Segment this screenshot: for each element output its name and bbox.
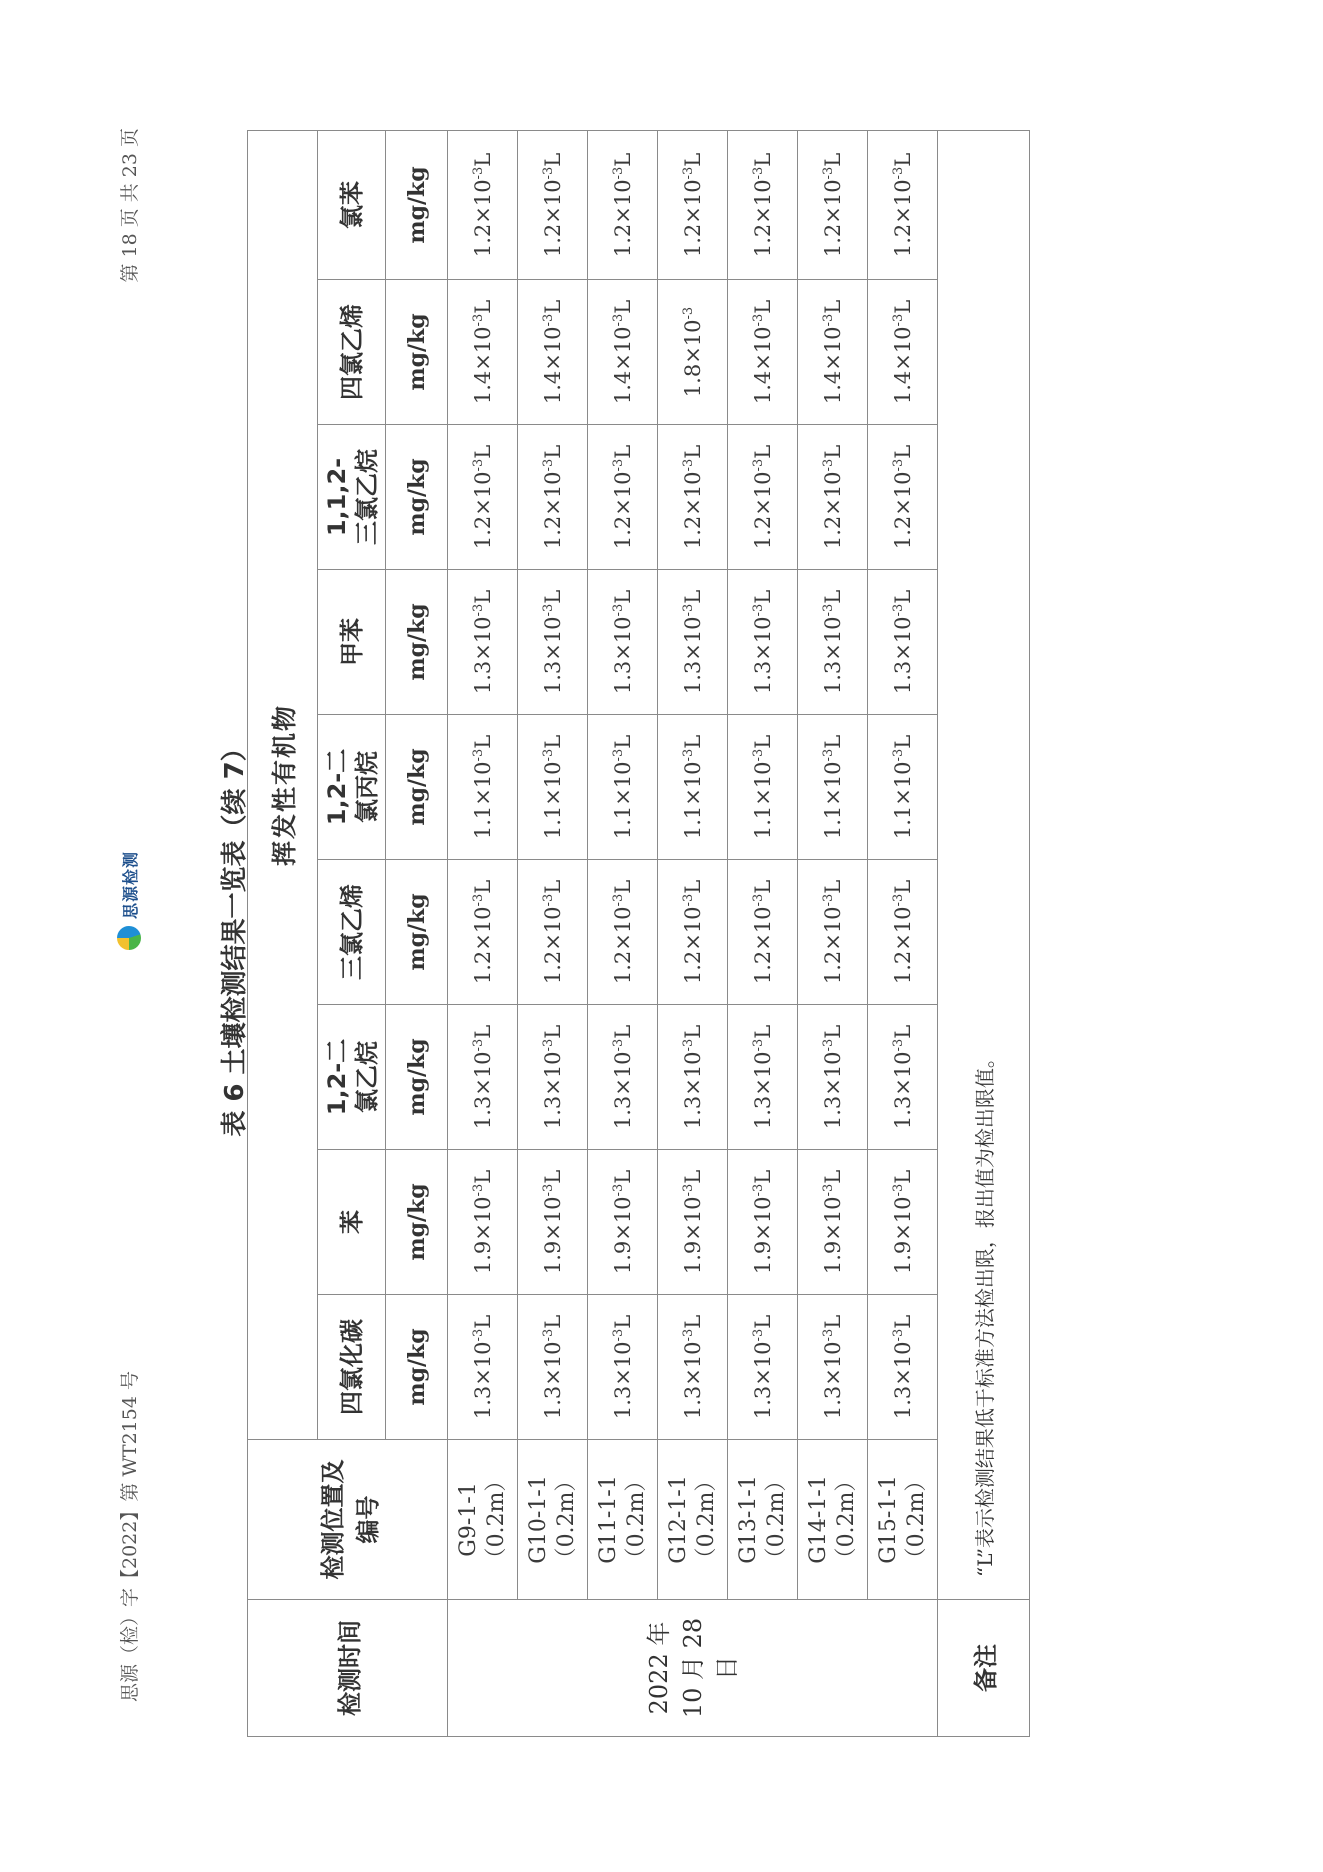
exponent: -3 <box>750 166 766 180</box>
result-value: $1.3\times 10^{-3}L$ <box>728 570 798 715</box>
result-value: $1.2\times 10^{-3}L$ <box>868 860 938 1005</box>
header-analyte-name: 四氯化碳 <box>318 1295 386 1440</box>
result-value: $1.3\times 10^{-3}L$ <box>588 1295 658 1440</box>
header-analyte-unit: mg/kg <box>386 130 448 279</box>
page-number: 第 18 页 共 23 页 <box>119 128 141 283</box>
exponent: -3 <box>890 313 906 327</box>
exponent: -3 <box>890 1328 906 1342</box>
result-value: $1.3\times 10^{-3}L$ <box>658 570 728 715</box>
result-value: $1.2\times 10^{-3}L$ <box>448 130 518 279</box>
exponent: -3 <box>890 458 906 472</box>
exponent: -3 <box>680 306 696 320</box>
result-value: $1.2\times 10^{-3}L$ <box>798 425 868 570</box>
exponent: -3 <box>890 166 906 180</box>
company-logo <box>117 851 141 950</box>
exponent: -3 <box>610 1038 626 1052</box>
exponent: -3 <box>820 166 836 180</box>
table-row <box>658 130 728 1736</box>
result-value: $1.2\times 10^{-3}L$ <box>728 860 798 1005</box>
result-value: $1.2\times 10^{-3}L$ <box>588 860 658 1005</box>
result-value: $1.4\times 10^{-3}L$ <box>868 280 938 425</box>
exponent: -3 <box>680 603 696 617</box>
sample-location: G9-1-1（0.2m） <box>448 1440 518 1600</box>
result-value: $1.2\times 10^{-3}L$ <box>658 130 728 279</box>
exponent: -3 <box>470 603 486 617</box>
result-value: $1.3\times 10^{-3}L$ <box>798 570 868 715</box>
result-value: $1.2\times 10^{-3}L$ <box>448 425 518 570</box>
result-value: $1.2\times 10^{-3}L$ <box>728 425 798 570</box>
header-analyte-name: 1,2-二氯丙烷 <box>318 715 386 860</box>
exponent: -3 <box>470 166 486 180</box>
exponent: -3 <box>750 893 766 907</box>
result-value: $1.3\times 10^{-3}L$ <box>798 1005 868 1150</box>
exponent: -3 <box>470 458 486 472</box>
exponent: -3 <box>540 458 556 472</box>
exponent: -3 <box>680 1038 696 1052</box>
result-value: $1.2\times 10^{-3}L$ <box>588 130 658 279</box>
exponent: -3 <box>820 603 836 617</box>
exponent: -3 <box>470 893 486 907</box>
result-value: $1.3\times 10^{-3}L$ <box>518 570 588 715</box>
remark-text: “L”表示检测结果低于标准方法检出限，报出值为检出限值。 <box>938 130 1030 1599</box>
exponent: -3 <box>820 458 836 472</box>
result-value: $1.2\times 10^{-3}L$ <box>868 130 938 279</box>
header-analyte-unit: mg/kg <box>386 1150 448 1295</box>
result-value: $1.3\times 10^{-3}L$ <box>448 1005 518 1150</box>
exponent: -3 <box>820 313 836 327</box>
result-value: $1.1\times 10^{-3}L$ <box>798 715 868 860</box>
exponent: -3 <box>680 1328 696 1342</box>
exponent: -3 <box>540 1183 556 1197</box>
result-value: $1.1\times 10^{-3}L$ <box>448 715 518 860</box>
result-value: $1.2\times 10^{-3}L$ <box>588 425 658 570</box>
result-value: $1.4\times 10^{-3}L$ <box>518 280 588 425</box>
header-analyte-unit: mg/kg <box>386 570 448 715</box>
table-row <box>728 130 798 1736</box>
result-value: $1.2\times 10^{-3}L$ <box>518 130 588 279</box>
exponent: -3 <box>540 748 556 762</box>
exponent: -3 <box>750 313 766 327</box>
results-table <box>247 130 1030 1737</box>
header-analyte-name: 甲苯 <box>318 570 386 715</box>
table-row <box>518 130 588 1736</box>
result-value: $1.2\times 10^{-3}L$ <box>518 860 588 1005</box>
report-number: 思源（检）字【2022】第 WT2154 号 <box>119 1371 141 1702</box>
exponent: -3 <box>610 1328 626 1342</box>
result-value: $1.2\times 10^{-3}L$ <box>728 130 798 279</box>
result-value: $1.2\times 10^{-3}L$ <box>798 860 868 1005</box>
result-value: $1.2\times 10^{-3}L$ <box>798 130 868 279</box>
header-analyte-name: 1,2-二氯乙烷 <box>318 1005 386 1150</box>
result-value: $1.1\times 10^{-3}L$ <box>518 715 588 860</box>
exponent: -3 <box>820 893 836 907</box>
exponent: -3 <box>680 458 696 472</box>
sample-location: G13-1-1（0.2m） <box>728 1440 798 1600</box>
result-value: $1.3\times 10^{-3}L$ <box>518 1295 588 1440</box>
exponent: -3 <box>610 748 626 762</box>
exponent: -3 <box>680 166 696 180</box>
header-location: 检测位置及编号 <box>248 1440 448 1600</box>
exponent: -3 <box>820 1183 836 1197</box>
result-value: $1.2\times 10^{-3}L$ <box>518 425 588 570</box>
exponent: -3 <box>890 893 906 907</box>
result-value: $1.3\times 10^{-3}L$ <box>658 1295 728 1440</box>
header-analyte-name: 氯苯 <box>318 130 386 279</box>
exponent: -3 <box>610 458 626 472</box>
result-value: $1.2\times 10^{-3}L$ <box>868 425 938 570</box>
result-value: $1.8\times 10^{-3}$ <box>658 280 728 425</box>
exponent: -3 <box>610 166 626 180</box>
result-value: $1.3\times 10^{-3}L$ <box>658 1005 728 1150</box>
result-value: $1.2\times 10^{-3}L$ <box>658 860 728 1005</box>
exponent: -3 <box>610 603 626 617</box>
logo-text: 思源检测 <box>120 850 140 919</box>
header-analyte-unit: mg/kg <box>386 425 448 570</box>
exponent: -3 <box>470 313 486 327</box>
result-value: $1.3\times 10^{-3}L$ <box>728 1295 798 1440</box>
result-value: $1.4\times 10^{-3}L$ <box>448 280 518 425</box>
result-value: $1.9\times 10^{-3}L$ <box>868 1150 938 1295</box>
result-value: $1.3\times 10^{-3}L$ <box>868 1295 938 1440</box>
result-value: $1.1\times 10^{-3}L$ <box>728 715 798 860</box>
table-row <box>588 130 658 1736</box>
table-row <box>868 130 938 1736</box>
exponent: -3 <box>680 893 696 907</box>
header-analyte-unit: mg/kg <box>386 1295 448 1440</box>
result-value: $1.9\times 10^{-3}L$ <box>588 1150 658 1295</box>
sample-location: G15-1-1（0.2m） <box>868 1440 938 1600</box>
result-value: $1.3\times 10^{-3}L$ <box>868 570 938 715</box>
header-analyte-name: 1,1,2-三氯乙烷 <box>318 425 386 570</box>
result-value: $1.1\times 10^{-3}L$ <box>658 715 728 860</box>
result-value: $1.3\times 10^{-3}L$ <box>868 1005 938 1150</box>
sample-location: G10-1-1（0.2m） <box>518 1440 588 1600</box>
exponent: -3 <box>470 1328 486 1342</box>
table-title: 表 6 土壤检测结果一览表（续 7） <box>220 735 250 1137</box>
exponent: -3 <box>890 1038 906 1052</box>
result-value: $1.9\times 10^{-3}L$ <box>798 1150 868 1295</box>
result-value: $1.4\times 10^{-3}L$ <box>798 280 868 425</box>
exponent: -3 <box>820 1038 836 1052</box>
result-value: $1.9\times 10^{-3}L$ <box>518 1150 588 1295</box>
exponent: -3 <box>540 313 556 327</box>
exponent: -3 <box>820 1328 836 1342</box>
exponent: -3 <box>540 166 556 180</box>
result-value: $1.1\times 10^{-3}L$ <box>868 715 938 860</box>
detection-date: 2022 年 10 月 28 日 <box>448 1600 938 1737</box>
header-analyte-unit: mg/kg <box>386 280 448 425</box>
exponent: -3 <box>610 1183 626 1197</box>
result-value: $1.3\times 10^{-3}L$ <box>588 570 658 715</box>
header-analyte-unit: mg/kg <box>386 1005 448 1150</box>
result-value: $1.3\times 10^{-3}L$ <box>798 1295 868 1440</box>
exponent: -3 <box>470 748 486 762</box>
header-analyte-name: 三氯乙烯 <box>318 860 386 1005</box>
result-value: $1.3\times 10^{-3}L$ <box>588 1005 658 1150</box>
exponent: -3 <box>820 748 836 762</box>
exponent: -3 <box>610 313 626 327</box>
exponent: -3 <box>610 893 626 907</box>
header-analyte-name: 苯 <box>318 1150 386 1295</box>
result-value: $1.3\times 10^{-3}L$ <box>448 1295 518 1440</box>
result-value: $1.4\times 10^{-3}L$ <box>588 280 658 425</box>
exponent: -3 <box>890 1183 906 1197</box>
exponent: -3 <box>750 1183 766 1197</box>
header-analyte-unit: mg/kg <box>386 715 448 860</box>
result-value: $1.9\times 10^{-3}L$ <box>658 1150 728 1295</box>
header-analyte-unit: mg/kg <box>386 860 448 1005</box>
result-value: $1.9\times 10^{-3}L$ <box>728 1150 798 1295</box>
exponent: -3 <box>470 1183 486 1197</box>
exponent: -3 <box>750 1038 766 1052</box>
result-value: $1.3\times 10^{-3}L$ <box>728 1005 798 1150</box>
result-value: $1.1\times 10^{-3}L$ <box>588 715 658 860</box>
result-value: $1.9\times 10^{-3}L$ <box>448 1150 518 1295</box>
result-value: $1.4\times 10^{-3}L$ <box>728 280 798 425</box>
result-value: $1.3\times 10^{-3}L$ <box>448 570 518 715</box>
exponent: -3 <box>750 1328 766 1342</box>
result-value: $1.3\times 10^{-3}L$ <box>518 1005 588 1150</box>
remark-label: 备注 <box>938 1600 1030 1737</box>
header-analyte-name: 四氯乙烯 <box>318 280 386 425</box>
header-voc-group: 挥发性有机物 <box>248 130 318 1439</box>
exponent: -3 <box>540 1328 556 1342</box>
exponent: -3 <box>540 603 556 617</box>
exponent: -3 <box>540 1038 556 1052</box>
result-value: $1.2\times 10^{-3}L$ <box>448 860 518 1005</box>
exponent: -3 <box>470 1038 486 1052</box>
exponent: -3 <box>680 1183 696 1197</box>
sample-location: G12-1-1（0.2m） <box>658 1440 728 1600</box>
sample-location: G14-1-1（0.2m） <box>798 1440 868 1600</box>
logo-icon <box>117 926 141 950</box>
sample-location: G11-1-1（0.2m） <box>588 1440 658 1600</box>
header-detection-time: 检测时间 <box>248 1600 448 1737</box>
exponent: -3 <box>750 603 766 617</box>
table-row <box>798 130 868 1736</box>
result-value: $1.2\times 10^{-3}L$ <box>658 425 728 570</box>
exponent: -3 <box>890 603 906 617</box>
exponent: -3 <box>540 893 556 907</box>
exponent: -3 <box>750 458 766 472</box>
exponent: -3 <box>890 748 906 762</box>
exponent: -3 <box>750 748 766 762</box>
table-row <box>448 130 518 1736</box>
exponent: -3 <box>680 748 696 762</box>
